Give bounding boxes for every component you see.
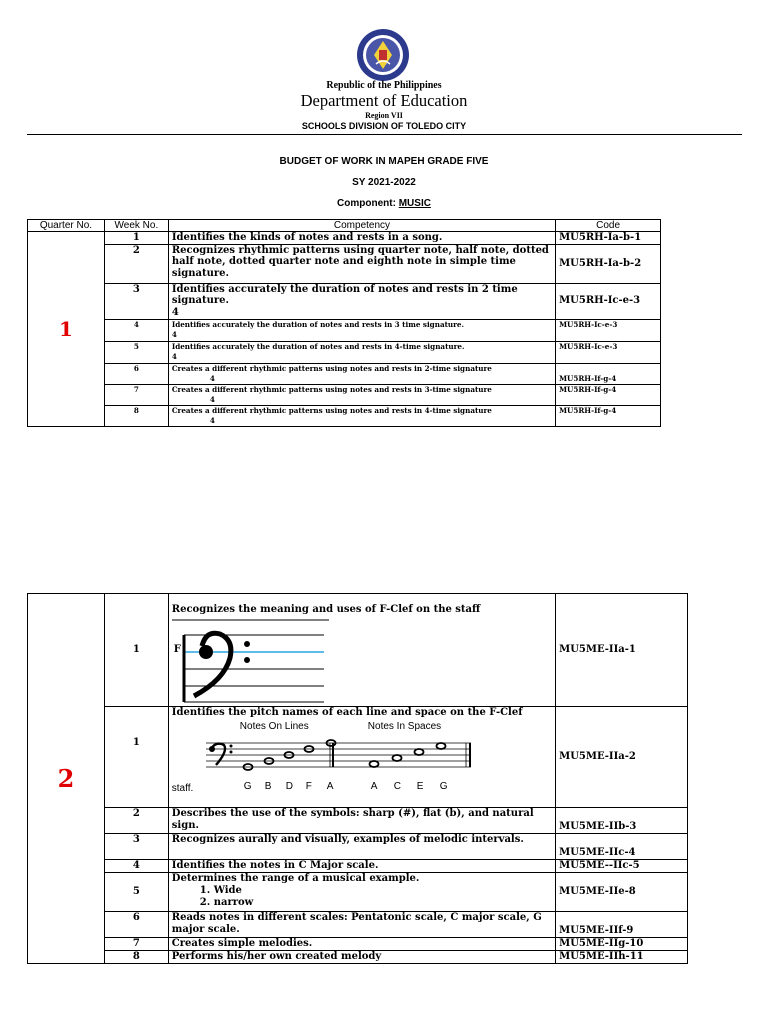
week-number: 2	[104, 244, 168, 283]
quarter-number: 1	[28, 232, 105, 427]
competency	[168, 384, 555, 405]
table-row	[28, 405, 661, 426]
code: MU5RH-Ia-b-1	[556, 232, 661, 245]
week-number: 1	[104, 707, 168, 808]
space-note-c: C	[393, 781, 402, 792]
competency	[168, 341, 555, 363]
time-signature-denominator: 4	[171, 329, 177, 339]
code: MU5ME--IIc-5	[556, 860, 688, 873]
competency-text: Recognizes the meaning and uses of F-Clef on the staff	[171, 604, 481, 615]
header-rule	[27, 134, 742, 135]
table-row	[28, 951, 688, 964]
line-note-b: B	[264, 781, 272, 792]
space-note-a: A	[370, 781, 378, 792]
code: MU5ME-IIa-2	[556, 707, 688, 808]
table-row	[28, 873, 688, 912]
table-row	[28, 912, 688, 938]
fclef-label: F	[173, 644, 181, 655]
competency-text: Identifies accurately the duration of notes and rests in 3 time signature.	[171, 319, 465, 329]
table-row	[28, 707, 688, 808]
code: MU5RH-If-g-4	[556, 384, 661, 405]
code: MU5RH-If-g-4	[556, 405, 661, 426]
table-row	[28, 938, 688, 951]
table-row	[28, 363, 661, 384]
time-signature-denominator: 4	[209, 394, 215, 404]
bass-staff-icon	[206, 735, 476, 775]
code: MU5ME-IIf-9	[556, 912, 688, 938]
code: MU5ME-IIe-8	[556, 873, 688, 912]
staff-word: staff.	[171, 783, 194, 794]
line-note-g: G	[243, 781, 252, 792]
table-row	[28, 244, 661, 283]
line-note-a: A	[326, 781, 334, 792]
time-signature-denominator: 4	[171, 306, 179, 318]
space-note-e: E	[416, 781, 424, 792]
week-number: 5	[104, 341, 168, 363]
week-number: 6	[104, 912, 168, 938]
competency-text: Creates a different rhythmic patterns using notes and rests in 4-time signature	[171, 405, 492, 415]
code: MU5ME-IIa-1	[556, 594, 688, 707]
code: MU5RH-Ia-b-2	[556, 244, 661, 283]
week-number: 7	[104, 384, 168, 405]
code: MU5ME-IIc-4	[556, 834, 688, 860]
range-option-wide: 1. Wide	[199, 885, 242, 896]
notes-in-spaces-label: Notes In Spaces	[367, 721, 442, 732]
header-week: Week No.	[104, 220, 168, 232]
notes-on-lines-label: Notes On Lines	[239, 721, 309, 732]
competency	[168, 873, 555, 912]
range-option-narrow: 2. narrow	[199, 897, 254, 908]
deped-seal	[356, 28, 410, 82]
week-number: 6	[104, 363, 168, 384]
code: MU5RH-If-g-4	[556, 363, 661, 384]
competency: Reads notes in different scales: Pentatonic scale, C major scale, G major scale.	[168, 912, 555, 938]
competency-text: Identifies accurately the duration of notes and rests in 2 time signature.	[171, 283, 518, 306]
table-row	[28, 594, 688, 707]
table-row	[28, 319, 661, 341]
competency	[168, 405, 555, 426]
component-value: MUSIC	[398, 198, 431, 209]
table-row	[28, 834, 688, 860]
table-row	[28, 283, 661, 319]
competency: Identifies the kinds of notes and rests in a song.	[168, 232, 555, 245]
competency-text: Identifies accurately the duration of notes and rests in 4-time signature.	[171, 341, 465, 351]
week-number: 3	[104, 834, 168, 860]
line-note-f: F	[305, 781, 312, 792]
table-header-row	[28, 220, 661, 232]
competency: Identifies the notes in C Major scale.	[168, 860, 555, 873]
component-label: Component:	[337, 198, 396, 209]
competency	[168, 707, 555, 808]
fclef-staff-icon	[172, 618, 332, 706]
header-competency: Competency	[168, 220, 555, 232]
code: MU5RH-Ic-e-3	[556, 283, 661, 319]
fclef-figure	[172, 616, 552, 704]
competency: Recognizes aurally and visually, examples of melodic intervals.	[168, 834, 555, 860]
space-note-g: G	[439, 781, 448, 792]
week-number: 7	[104, 938, 168, 951]
time-signature-denominator: 4	[209, 373, 215, 383]
quarter-number: 2	[28, 594, 105, 964]
header-division: SCHOOLS DIVISION OF TOLEDO CITY	[301, 121, 467, 131]
header-department: Department of Education	[300, 91, 468, 110]
competency	[168, 363, 555, 384]
header-quarter: Quarter No.	[28, 220, 105, 232]
time-signature-denominator: 4	[171, 351, 177, 361]
table-row	[28, 341, 661, 363]
week-number: 8	[104, 951, 168, 964]
week-number: 1	[104, 232, 168, 245]
competency-text: Creates a different rhythmic patterns using notes and rests in 2-time signature	[171, 363, 492, 373]
week-number: 5	[104, 873, 168, 912]
competency-text: Creates a different rhythmic patterns using notes and rests in 3-time signature	[171, 384, 492, 394]
header-code: Code	[556, 220, 661, 232]
school-year: SY 2021-2022	[352, 177, 416, 188]
time-signature-denominator: 4	[209, 415, 215, 425]
competency-text: Identifies the pitch names of each line and space on the F-Clef	[171, 707, 523, 718]
competency	[168, 283, 555, 319]
table-row	[28, 860, 688, 873]
week-number: 1	[104, 594, 168, 707]
week-number: 4	[104, 860, 168, 873]
competency: Describes the use of the symbols: sharp (#), flat (b), and natural sign.	[168, 808, 555, 834]
competency: Performs his/her own created melody	[168, 951, 555, 964]
competency-text: Determines the range of a musical example.	[171, 873, 420, 884]
week-number: 4	[104, 319, 168, 341]
code: MU5RH-Ic-e-3	[556, 341, 661, 363]
code: MU5ME-IIg-10	[556, 938, 688, 951]
competency: Creates simple melodies.	[168, 938, 555, 951]
competency	[168, 319, 555, 341]
pitch-names-figure	[172, 719, 552, 795]
table-row	[28, 232, 661, 245]
table-row	[28, 384, 661, 405]
component-line	[0, 198, 768, 209]
week-number: 3	[104, 283, 168, 319]
header-country: Republic of the Philippines	[326, 80, 442, 91]
table-row	[28, 808, 688, 834]
code: MU5RH-Ic-e-3	[556, 319, 661, 341]
week-number: 2	[104, 808, 168, 834]
quarter1-table	[27, 219, 661, 427]
competency: Recognizes rhythmic patterns using quarter note, half note, dotted half note, dotted quarter note and eighth note in simple time signature.	[168, 244, 555, 283]
line-note-d: D	[285, 781, 294, 792]
quarter2-table	[27, 593, 688, 964]
competency	[168, 594, 555, 707]
code: MU5ME-IIh-11	[556, 951, 688, 964]
code: MU5ME-IIb-3	[556, 808, 688, 834]
week-number: 8	[104, 405, 168, 426]
header-region: Region VII	[365, 111, 403, 120]
doc-title: BUDGET OF WORK IN MAPEH GRADE FIVE	[279, 156, 489, 167]
